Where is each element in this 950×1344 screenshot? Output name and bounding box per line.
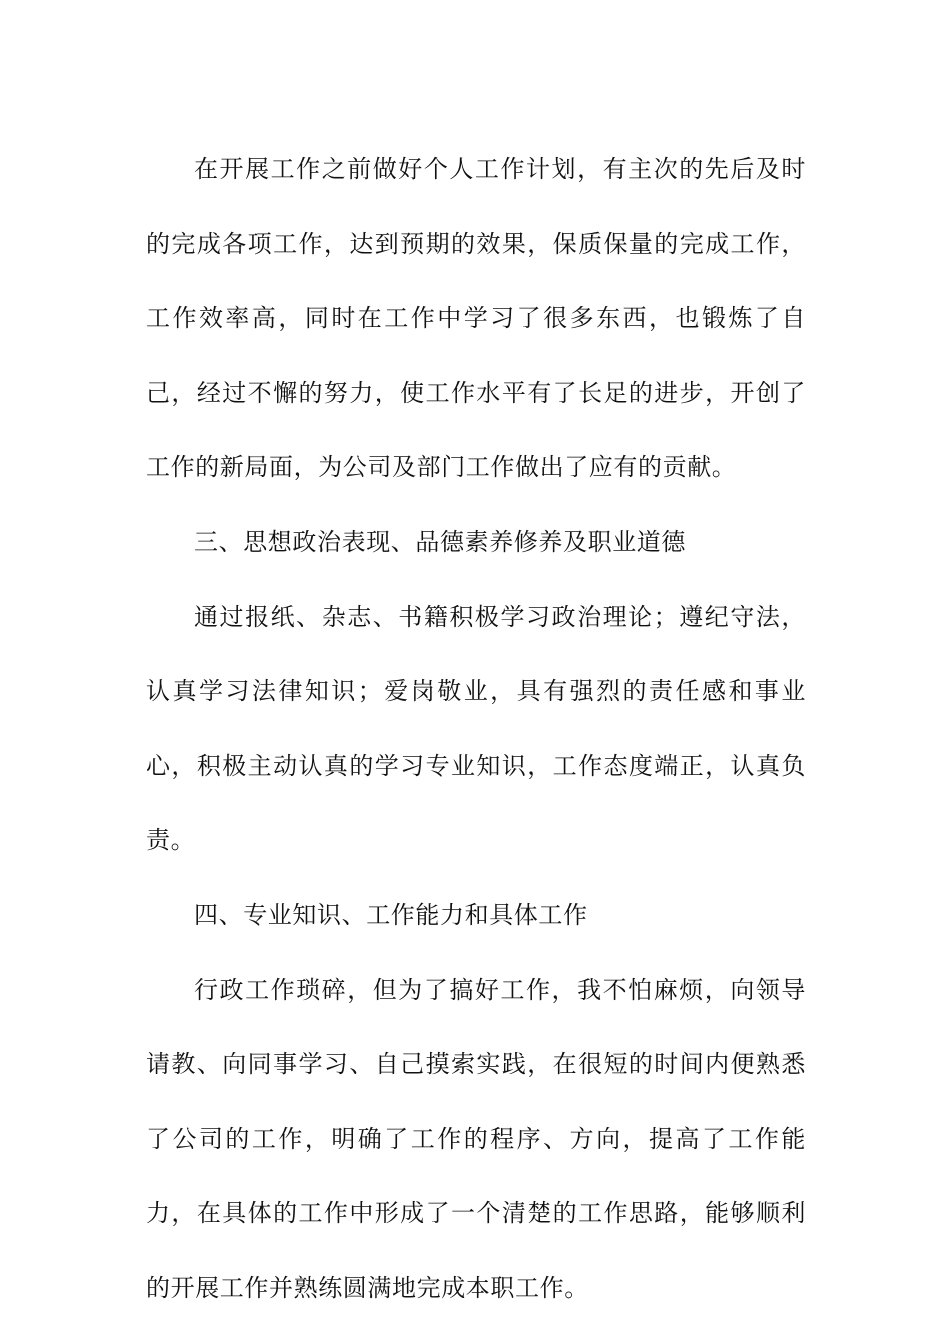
paragraph-political-ethics: 通过报纸、杂志、书籍积极学习政治理论；遵纪守法，认真学习法律知识；爱岗敬业，具有强烈的责任感和事业心，积极主动认真的学习专业知识，工作态度端正，认真负责。: [146, 602, 806, 855]
section-heading-3: 三、思想政治表现、品德素养修养及职业道德: [194, 527, 686, 556]
section-heading-4: 四、专业知识、工作能力和具体工作: [194, 900, 588, 929]
document-body: [146, 132, 806, 1326]
paragraph-work-planning: 在开展工作之前做好个人工作计划，有主次的先后及时的完成各项工作，达到预期的效果，保质保量的完成工作，工作效率高，同时在工作中学习了很多东西，也锻炼了自己，经过不懈的努力，使工作水平有了长足的进步，开创了工作的新局面，为公司及部门工作做出了应有的贡献。: [146, 155, 806, 482]
paragraph-work-ability: 行政工作琐碎，但为了搞好工作，我不怕麻烦，向领导请教、向同事学习、自己摸索实践，在很短的时间内便熟悉了公司的工作，明确了工作的程序、方向，提高了工作能力，在具体的工作中形成了一个清楚的工作思路，能够顺利的开展工作并熟练圆满地完成本职工作。: [146, 975, 806, 1302]
